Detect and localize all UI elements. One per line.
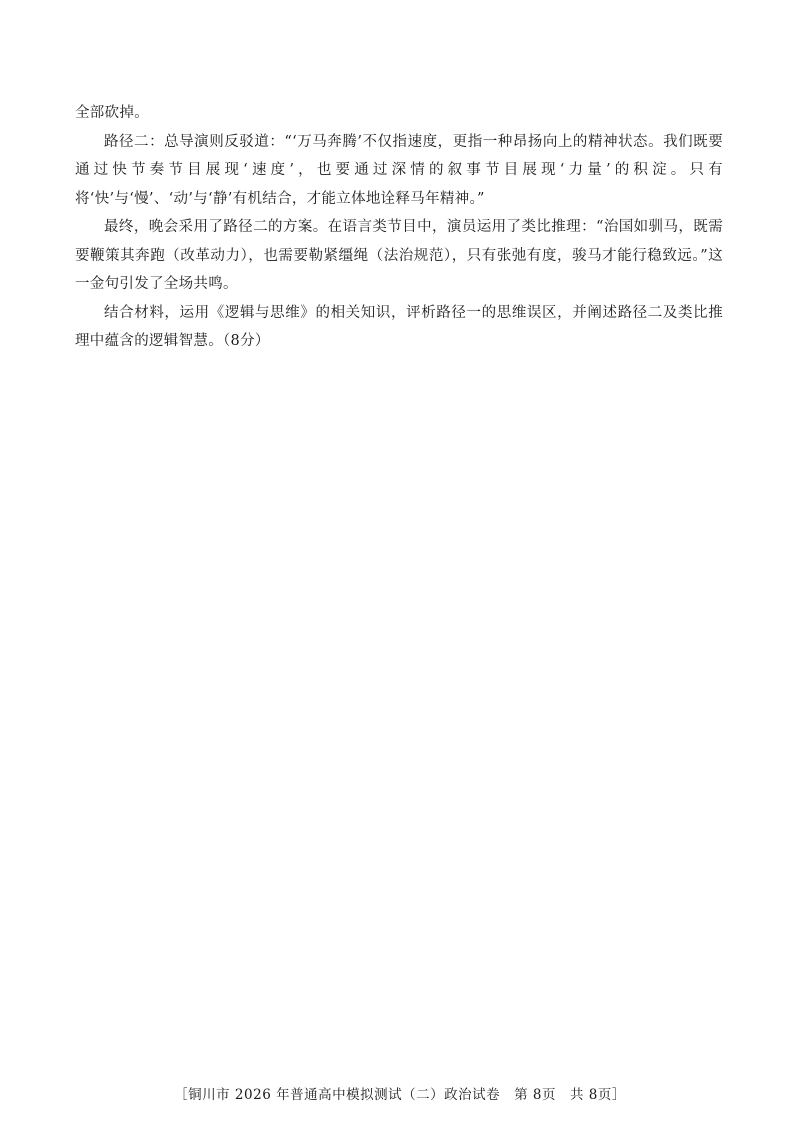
page-footer: ［铜川市 2026 年普通高中模拟测试（二）政治试卷 第 8页 共 8页］ xyxy=(174,1087,626,1103)
paragraph-continuation: 全部砍掉。 xyxy=(75,105,149,121)
paragraph-question-prompt: 结合材料，运用《逻辑与思维》的相关知识，评析路径一的思维误区，并阐述路径二及类比推理中蕴含的逻辑智慧。（8分） xyxy=(75,304,723,349)
paragraph-path-two: 路径二：总导演则反驳道：“‘万马奔腾’不仅指速度，更指一种昂扬向上的精神状态。我们既要通过快节奏节目展现‘速度’，也要通过深情的叙事节目展现‘力量’的积淀。只有将‘快’与‘慢’、‘动’与‘静’有机结合，才能立体地诠释马年精神。” xyxy=(75,133,723,207)
question-body xyxy=(75,99,723,356)
paragraph-outcome: 最终，晚会采用了路径二的方案。在语言类节目中，演员运用了类比推理：“治国如驯马，既需要鞭策其奔跑（改革动力），也需要勒紧缰绳（法治规范），只有张弛有度，骏马才能行稳致远。”这一金句引发了全场共鸣。 xyxy=(75,219,723,292)
